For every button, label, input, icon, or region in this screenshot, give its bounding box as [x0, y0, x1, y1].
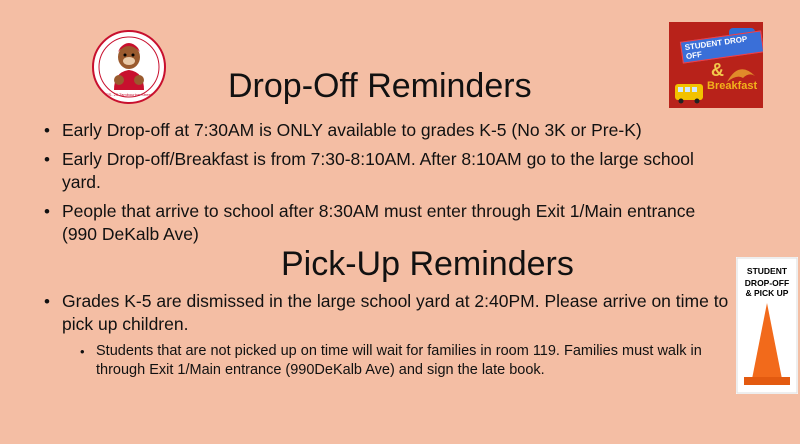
cone-sign: [736, 257, 798, 394]
breakfast-word: Breakfast: [707, 80, 758, 92]
cone-text-line1: STUDENT: [746, 266, 788, 276]
breakfast-ampersand: &: [711, 60, 724, 80]
pickup-item-text: Grades K-5 are dismissed in the large school yard at 2:40PM. Please arrive on time to pick up children.: [62, 291, 729, 334]
mascot-caption: PS. 25 Tambourine Street: [106, 92, 152, 97]
pickup-title: Pick-Up Reminders: [281, 245, 574, 283]
dropoff-list: [44, 119, 724, 252]
pickup-item: [44, 290, 734, 380]
breakfast-top-text: STUDENT DROP OFF: [680, 30, 763, 63]
cone-text-line2: DROP-OFF: [744, 278, 790, 288]
dropoff-item: • Early Drop-off/Breakfast is from 7:30-8:10AM. After 8:10AM go to the large school yard.: [44, 148, 724, 194]
dropoff-title: Drop-Off Reminders: [228, 67, 532, 105]
pickup-sublist: [80, 342, 734, 380]
pickup-list: [44, 290, 734, 380]
dropoff-item: • People that arrive to school after 8:30AM must enter through Exit 1/Main entrance (990 DeKalb Ave): [44, 200, 724, 246]
cone-text-line3: & PICK UP: [745, 288, 789, 298]
mascot-logo: [92, 30, 166, 104]
pickup-subitem: • Students that are not picked up on time will wait for families in room 119. Families must walk in through Exit 1/Main entrance (990DeKalb Ave) and sign the late book.: [80, 342, 734, 380]
breakfast-logo: [669, 22, 763, 108]
dropoff-item: • Early Drop-off at 7:30AM is ONLY available to grades K-5 (No 3K or Pre-K): [44, 119, 724, 142]
